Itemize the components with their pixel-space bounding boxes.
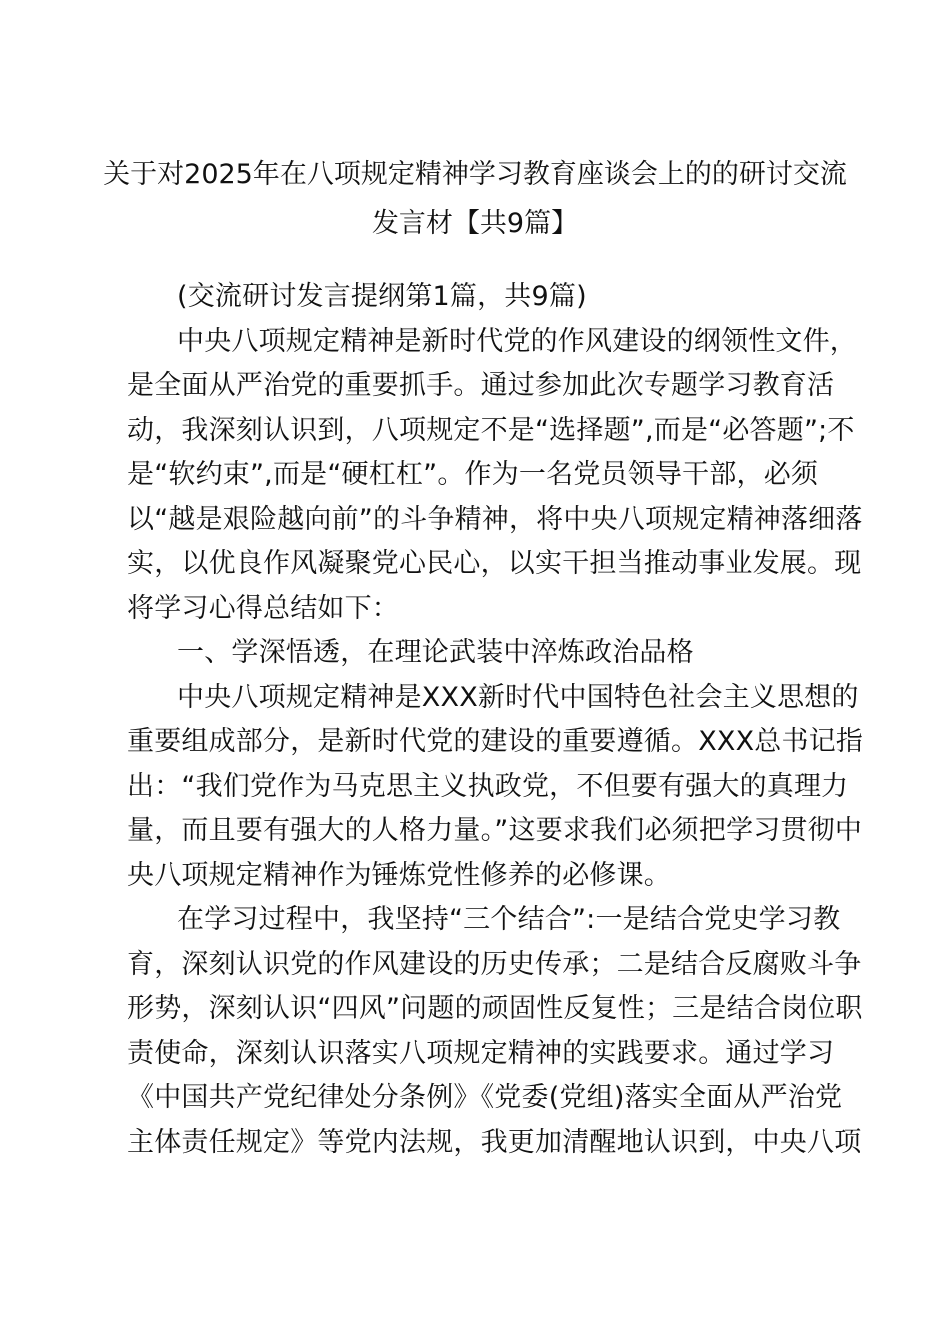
paragraph-2-line-2: 重要组成部分，是新时代党的建设的重要遵循。XXX总书记指 xyxy=(127,726,864,757)
paragraph-3-line-4: 责使命，深刻认识落实八项规定精神的实践要求。通过学习 xyxy=(127,1038,835,1069)
paragraph-3-line-5: 《中国共产党纪律处分条例》《党委(党组)落实全面从严治党 xyxy=(127,1082,843,1113)
document-title-line-2: 发言材【共9篇】 xyxy=(371,208,579,239)
paragraph-1-line-6: 实，以优良作风凝聚党心民心，以实干担当推动事业发展。现 xyxy=(127,548,862,579)
paragraph-3-line-3: 形势，深刻认识“四风”问题的顽固性反复性；三是结合岗位职 xyxy=(127,993,863,1024)
paragraph-1-line-2: 是全面从严治党的重要抓手。通过参加此次专题学习教育活 xyxy=(127,370,835,401)
paragraph-2-line-1: 中央八项规定精神是XXX新时代中国特色社会主义思想的 xyxy=(177,682,859,713)
document-title-line-1: 关于对2025年在八项规定精神学习教育座谈会上的的研讨交流 xyxy=(103,159,847,190)
section-caption: (交流研讨发言提纲第1篇，共9篇) xyxy=(177,281,587,312)
paragraph-1-line-3: 动，我深刻认识到，八项规定不是“选择题”,而是“必答题”;不 xyxy=(127,415,855,446)
paragraph-2-line-3: 出：“我们党作为马克思主义执政党，不但要有强大的真理力 xyxy=(127,771,849,802)
paragraph-2-line-4: 量，而且要有强大的人格力量。”这要求我们必须把学习贯彻中 xyxy=(127,815,863,846)
paragraph-1-line-4: 是“软约束”,而是“硬杠杠”。作为一名党员领导干部，必须 xyxy=(127,459,819,490)
paragraph-3-line-6: 主体责任规定》等党内法规，我更加清醒地认识到，中央八项 xyxy=(127,1127,862,1158)
paragraph-3-line-1: 在学习过程中，我坚持“三个结合”:一是结合党史学习教 xyxy=(177,904,841,935)
paragraph-2-line-5: 央八项规定精神作为锤炼党性修养的必修课。 xyxy=(127,860,671,891)
paragraph-1-line-7: 将学习心得总结如下： xyxy=(127,593,399,624)
paragraph-1-line-1: 中央八项规定精神是新时代党的作风建设的纲领性文件， xyxy=(177,326,857,357)
paragraph-3-line-2: 育，深刻认识党的作风建设的历史传承；二是结合反腐败斗争 xyxy=(127,949,862,980)
paragraph-1-line-5: 以“越是艰险越向前”的斗争精神，将中央八项规定精神落细落 xyxy=(127,504,863,535)
section-heading-1: 一、学深悟透，在理论武装中淬炼政治品格 xyxy=(177,637,694,668)
